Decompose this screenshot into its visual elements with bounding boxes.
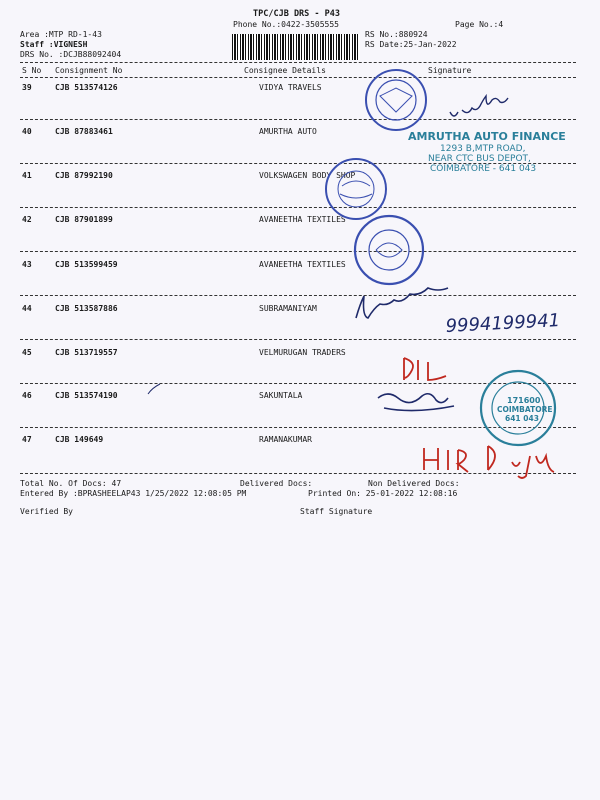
row-consignment: CJB 87901899 <box>55 215 113 224</box>
column-divider <box>20 77 576 78</box>
row-divider <box>20 383 576 384</box>
column-header-consignment: Consignment No <box>55 66 123 75</box>
delivered-docs: Delivered Docs: <box>240 479 313 488</box>
row-consignment: CJB 87883461 <box>55 127 113 136</box>
signature-row-44 <box>356 288 448 318</box>
row-sno: 46 <box>22 391 32 400</box>
drs-number: DRS No. :DCJB88092404 <box>20 50 122 59</box>
row-consignment: CJB 513599459 <box>55 260 118 269</box>
volkswagen-round-stamp <box>326 159 386 219</box>
amrutha-stamp-line4: COIMBATORE - 641 043 <box>430 164 537 174</box>
column-header-sno: S No <box>22 66 42 75</box>
staff-label: Staff :VIGNESH <box>20 40 88 49</box>
row-sno: 40 <box>22 127 32 136</box>
signature-row-40 <box>450 96 508 116</box>
row-consignment: CJB 513719557 <box>55 348 118 357</box>
row-sno: 39 <box>22 83 32 92</box>
row-divider <box>20 207 576 208</box>
insurance-stamp-line3: 641 043 <box>505 414 539 423</box>
phone-number: Phone No.:0422-3505555 <box>233 20 339 29</box>
row-divider <box>20 163 576 164</box>
amrutha-stamp-line3: NEAR CTC BUS DEPOT, <box>428 154 531 164</box>
row-consignee: SAKUNTALA <box>259 391 303 400</box>
document-title: TPC/CJB DRS - P43 <box>253 9 340 19</box>
entered-by: Entered By :BPRASHEELAP43 1/25/2022 12:08:05 PM <box>20 489 247 498</box>
row-consignee: RAMANAKUMAR <box>259 435 312 444</box>
column-header-signature: Signature <box>428 66 472 75</box>
non-delivered-docs: Non Delivered Docs: <box>368 479 460 488</box>
row-sno: 47 <box>22 435 32 444</box>
insurance-stamp-line1: 171600 <box>507 396 541 405</box>
avaneetha-round-stamp <box>355 216 423 284</box>
row-sno: 43 <box>22 260 32 269</box>
printed-on: Printed On: 25-01-2022 12:08:16 <box>308 489 458 498</box>
signature-row-45 <box>404 358 446 380</box>
row-consignee: VELMURUGAN TRADERS <box>259 348 346 357</box>
signature-row-46 <box>378 394 454 411</box>
footer-divider <box>20 473 576 474</box>
row-sno: 41 <box>22 171 32 180</box>
page-number: Page No.:4 <box>455 20 504 29</box>
rs-number: RS No.:880924 <box>365 30 428 39</box>
area-label: Area :MTP RD-1-43 <box>20 30 102 39</box>
row-consignee: AVANEETHA TEXTILES <box>259 260 346 269</box>
row-consignee: SUBRAMANIYAM <box>259 304 317 313</box>
row-consignment: CJB 149649 <box>55 435 104 444</box>
row-consignment: CJB 87992190 <box>55 171 113 180</box>
row-consignment: CJB 513587886 <box>55 304 118 313</box>
row-consignee: AMURTHA AUTO <box>259 127 317 136</box>
row-divider <box>20 339 576 340</box>
row-consignment: CJB 513574190 <box>55 391 118 400</box>
total-docs: Total No. Of Docs: 47 <box>20 479 122 488</box>
signature-row-46-mark <box>148 384 160 394</box>
amrutha-finance-stamp <box>408 130 566 174</box>
row-consignee: VIDYA TRAVELS <box>259 83 322 92</box>
rs-date: RS Date:25-Jan-2022 <box>365 40 457 49</box>
verified-by: Verified By <box>20 507 73 516</box>
header-divider <box>20 62 576 63</box>
amrutha-stamp-line1: AMRUTHA AUTO FINANCE <box>408 130 566 143</box>
staff-signature-label: Staff Signature <box>300 507 373 516</box>
insurance-stamp-line2: COIMBATORE <box>497 405 553 414</box>
column-header-consignee: Consignee Details <box>244 66 326 75</box>
row-consignee: VOLKSWAGEN BODY SHOP <box>259 171 356 180</box>
row-sno: 45 <box>22 348 32 357</box>
barcode <box>232 34 360 60</box>
row-sno: 44 <box>22 304 32 313</box>
row-sno: 42 <box>22 215 32 224</box>
row-divider <box>20 295 576 296</box>
row-divider <box>20 251 576 252</box>
row-divider <box>20 427 576 428</box>
row-consignee: AVANEETHA TEXTILES <box>259 215 346 224</box>
handwritten-phone: 9994199941 <box>445 310 561 337</box>
amrutha-stamp-line2: 1293 B,MTP ROAD, <box>440 144 526 154</box>
row-divider <box>20 119 576 120</box>
row-consignment: CJB 513574126 <box>55 83 118 92</box>
round-seal-stamp <box>366 70 426 130</box>
